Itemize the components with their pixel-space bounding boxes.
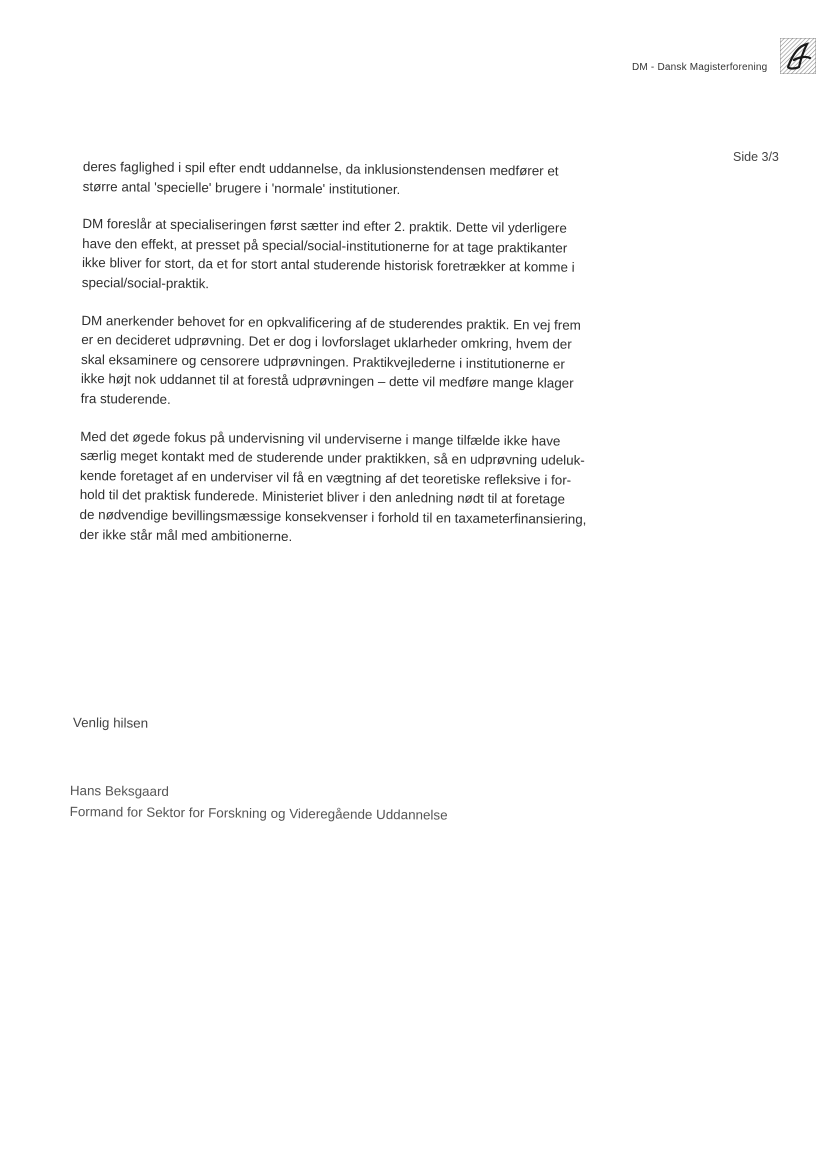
organization-name: DM - Dansk Magisterforening — [632, 62, 768, 73]
page-number: Side 3/3 — [733, 150, 779, 164]
dm-logo-icon — [780, 38, 816, 74]
signature-block — [70, 780, 448, 826]
paragraph: deres faglighed i spil efter endt uddannelse, da inklusionstendensen medfører et større antal 'specielle' brugere i 'normale' institutioner. — [82, 158, 559, 197]
paragraph: DM anerkender behovet for en opkvalificering af de studerendes praktik. En vej frem er en decideret udprøvning. Det er dog i lovforslaget uklarheder omkring, hvem der skal eksaminere og censorere udprøvningen. Praktikvejlederne i institutionerne er ikke højt nok uddannet til at forestå udprøvningen – dette vil medføre mange klager fra studerende. — [80, 312, 581, 407]
closing-salutation: Venlig hilsen — [72, 715, 149, 731]
paragraph: DM foreslår at specialiseringen først sætter ind efter 2. praktik. Dette vil yderligere have den effekt, at presset på special/social-institutionerne for at tage praktikanter ikke bliver for stort, da et for stort antal studerende historisk foretrækker at komme i special/social-praktik. — [81, 216, 575, 292]
letter-body — [79, 157, 631, 567]
paragraph: Med det øgede fokus på undervisning vil underviserne i mange tilfælde ikke have særlig meget kontakt med de studerende under praktikken, så en udprøvning udeluk- kende foretaget af en underviser vil få en vægtning af det teoretiske refleksive i for- hold til det praktisk funderede. Ministeriet bliver i den anledning nødt til at foretage de nødvendige bevillingsmæssige konsekvenser i forhold til en taxameterfinansiering, der ikke står mål med ambitionerne. — [79, 428, 587, 544]
signer-title: Formand for Sektor for Forskning og Videregående Uddannelse — [69, 803, 448, 823]
signer-name: Hans Beksgaard — [69, 782, 169, 799]
